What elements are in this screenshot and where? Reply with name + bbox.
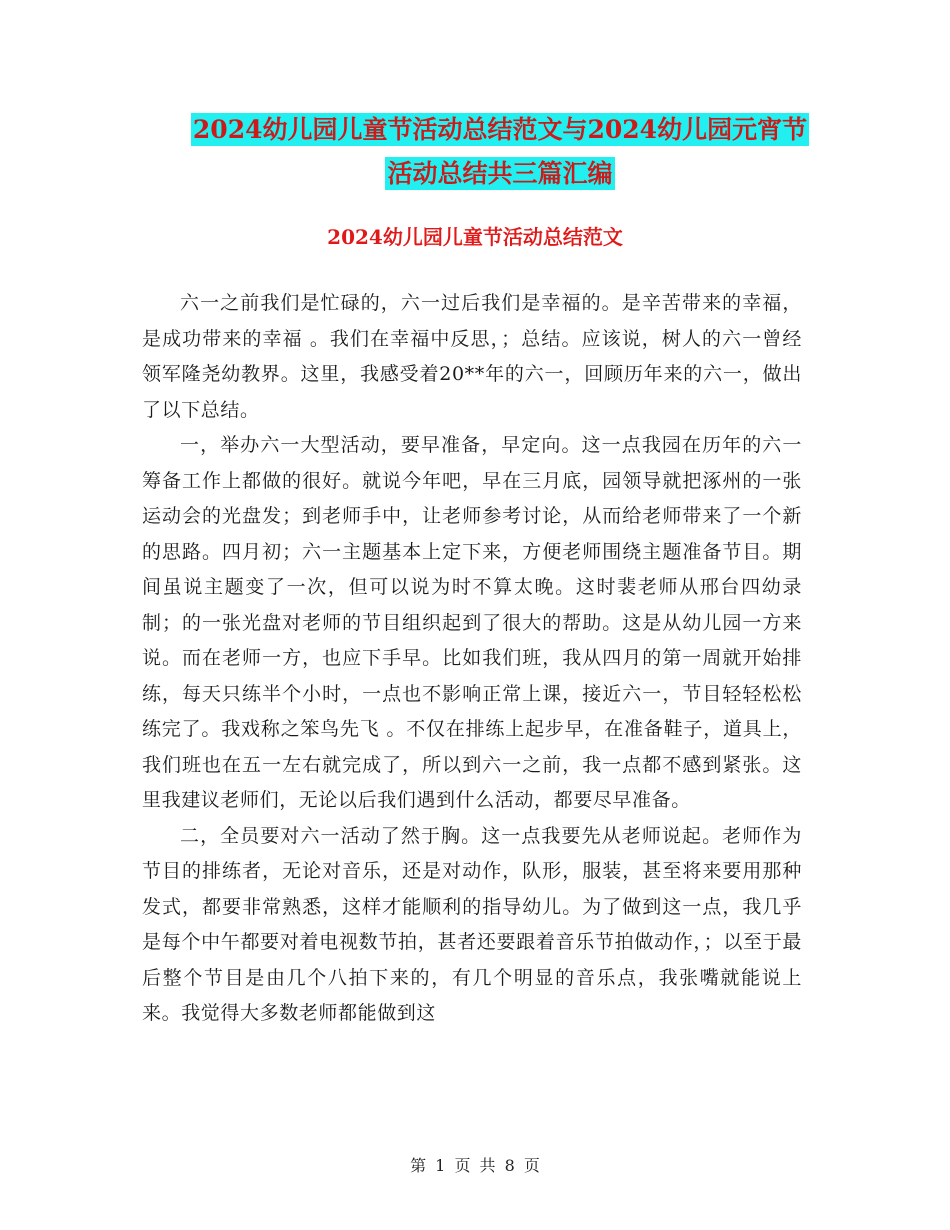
paragraph-2: 一，举办六一大型活动，要早准备，早定向。这一点我园在历年的六一筹备工作上都做的很好。就说今年吧，早在三月底，园领导就把涿州的一张运动会的光盘发；到老师手中，让老师参考讨论，从而给老师带来了一个新的思路。四月初；六一主题基本上定下来，方便老师围绕主题准备节目。期间虽说主题变了一次，但可以说为时不算太晚。这时裴老师从邢台四幼录制；的一张光盘对老师的节目组织起到了很大的帮助。这是从幼儿园一方来说。而在老师一方，也应下手早。比如我们班，我从四月的第一周就开始排练，每天只练半个小时，一点也不影响正常上课，接近六一，节目轻轻松松练完了。我戏称之笨鸟先飞 。不仅在排练上起步早，在准备鞋子，道具上，我们班也在五一左右就完成了，所以到六一之前，我一点都不感到紧张。这里我建议老师们，无论以后我们遇到什么活动，都要尽早准备。 xyxy=(142,434,802,811)
title-line-1-text: 2024幼儿园儿童节活动总结范文与2024幼儿园元宵节 xyxy=(192,115,808,144)
document-title-line-2 xyxy=(120,157,880,191)
section-heading: 2024幼儿园儿童节活动总结范文 xyxy=(327,225,623,249)
document-body xyxy=(142,286,802,1032)
document-title-line-1 xyxy=(120,113,880,147)
paragraph-1: 六一之前我们是忙碌的，六一过后我们是幸福的。是辛苦带来的幸福，是成功带来的幸福 。我们在幸福中反思，；总结。应该说，树人的六一曾经领军隆尧幼教界。这里，我感受着20**年的六一，回顾历年来的六一，做出了以下总结。 xyxy=(142,292,802,421)
paragraph-3: 二，全员要对六一活动了然于胸。这一点我要先从老师说起。老师作为节目的排练者，无论对音乐，还是对动作，队形，服装，甚至将来要用那种发式，都要非常熟悉，这样才能顺利的指导幼儿。为了做到这一点，我几乎是每个中午都要对着电视数节拍，甚者还要跟着音乐节拍做动作，；以至于最后整个节目是由几个八拍下来的，有几个明显的音乐点，我张嘴就能说上来。我觉得大多数老师都能做到这 xyxy=(142,824,802,1024)
title-line-2-text: 活动总结共三篇汇编 xyxy=(387,159,613,188)
page-footer: 第 1 页 共 8 页 xyxy=(410,1156,540,1175)
